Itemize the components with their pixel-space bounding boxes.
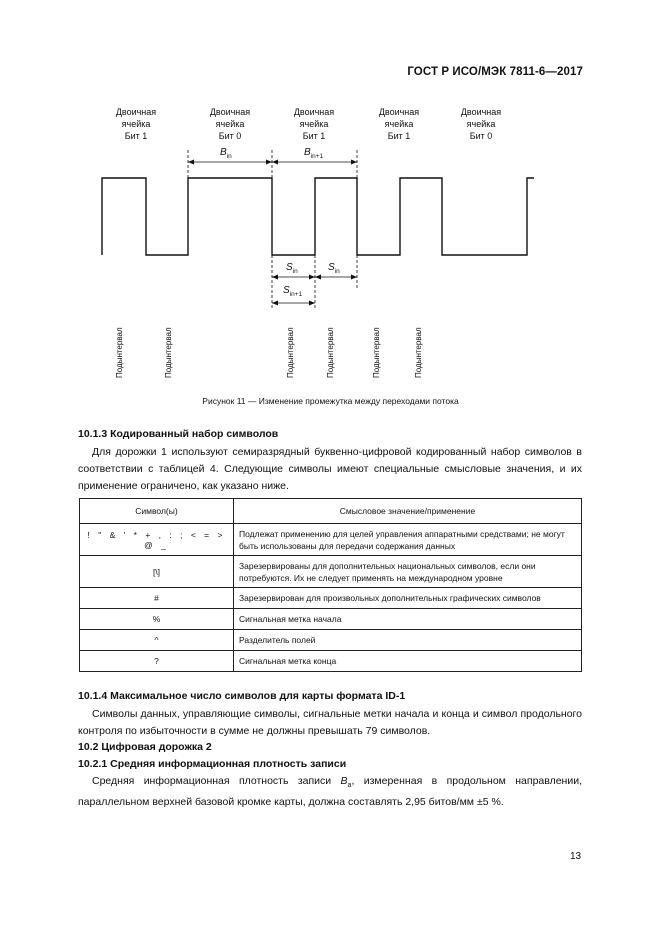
meaning-cell: Зарезервирован для произвольных дополнительных графических символов (234, 588, 582, 609)
section-10-1-4-paragraph (78, 706, 582, 740)
cell-label-3 (279, 106, 349, 142)
s-symbol: S (286, 262, 293, 273)
section-10-2-1-title: 10.2.1 Средняя информационная плотность записи (78, 758, 347, 770)
paragraph-text: Символы данных, управляющие символы, сигнальные метки начала и конца и символ продольного контроля по избыточности в сумме не должны превышать 79 символов. (78, 708, 582, 737)
s-subscript: in (292, 268, 298, 275)
section-10-2-title: 10.2 Цифровая дорожка 2 (78, 741, 212, 753)
symbols-table (79, 498, 582, 672)
s-subscript: in (334, 268, 340, 275)
cell-label-line3: Бит 0 (218, 131, 242, 141)
cell-label-line1: Двоичная (460, 107, 502, 117)
b-symbol: B (304, 147, 311, 158)
s-symbol: S (283, 285, 290, 296)
paragraph-text-end: , измеренная в продольном направлении, параллельном верхней базовой кромке карты, должна составлять 2,95 битов/мм ±5 %. (78, 775, 583, 809)
section-10-2-1-paragraph (78, 773, 582, 811)
s-symbol: S (328, 262, 335, 273)
header-symbols: Символ(ы) (80, 499, 234, 524)
table-header-row (80, 499, 582, 524)
symbol-cell: ? (80, 651, 234, 672)
cell-label-4 (364, 106, 434, 142)
b-in-label (220, 147, 232, 160)
symbol-cell: # (80, 588, 234, 609)
cell-label-line3: Бит 1 (124, 131, 148, 141)
section-10-1-3-paragraph (78, 444, 582, 495)
table-row (80, 524, 582, 556)
b-symbol: B (220, 147, 227, 158)
table-row (80, 556, 582, 588)
s-in-label (286, 262, 298, 275)
cell-label-1 (101, 106, 171, 142)
b-subscript: in+1 (310, 153, 324, 160)
b-in-next-label (304, 147, 323, 160)
meaning-cell: Сигнальная метка конца (234, 651, 582, 672)
cell-label-line1: Двоичная (293, 107, 335, 117)
cell-label-line2: ячейка (384, 119, 414, 129)
cell-label-line1: Двоичная (115, 107, 157, 117)
cell-label-2 (195, 106, 265, 142)
cell-label-5 (446, 106, 516, 142)
subinterval-label: Подынтервал (286, 327, 295, 378)
b-subscript: in (226, 153, 232, 160)
s-subscript: in+1 (289, 291, 303, 298)
subinterval-label: Подынтервал (115, 327, 124, 378)
subinterval-label: Подынтервал (372, 327, 381, 378)
density-symbol: B (340, 775, 348, 787)
subinterval-label: Подынтервал (164, 327, 173, 378)
flux-waveform-diagram (0, 140, 661, 310)
cell-label-line3: Бит 1 (302, 131, 326, 141)
meaning-cell: Разделитель полей (234, 630, 582, 651)
cell-label-line1: Двоичная (378, 107, 420, 117)
meaning-cell: Сигнальная метка начала (234, 609, 582, 630)
cell-label-line2: ячейка (121, 119, 151, 129)
s-in-label-2 (328, 262, 340, 275)
paragraph-text: Для дорожки 1 используют семиразрядный буквенно-цифровой кодированный набор символов в соответствии с таблицей 4. Следующие символы имеют специальные смысловые значения, и их применение ограничено, как указано ниже. (78, 446, 582, 492)
symbol-cell: [\] (80, 556, 234, 588)
symbol-cell: ! " & ' * + , : ; < = > @ _ (80, 524, 234, 556)
paragraph-text-start: Средняя информационная плотность записи (92, 775, 341, 787)
section-10-1-4-title: 10.1.4 Максимальное число символов для карты формата ID-1 (78, 690, 406, 702)
table-row (80, 651, 582, 672)
cell-label-line1: Двоичная (209, 107, 251, 117)
meaning-cell: Зарезервированы для дополнительных национальных символов, если они потребуются. Их не следует применять на международном уровне (234, 556, 582, 588)
symbol-cell: ^ (80, 630, 234, 651)
figure-caption: Рисунок 11 — Изменение промежутка между переходами потока (202, 396, 459, 406)
table-row (80, 588, 582, 609)
table-row (80, 609, 582, 630)
section-10-1-3-title: 10.1.3 Кодированный набор символов (78, 428, 279, 440)
subinterval-label: Подынтервал (326, 327, 335, 378)
document-id: ГОСТ Р ИСО/МЭК 7811-6—2017 (407, 66, 583, 78)
density-subscript: a (347, 782, 352, 790)
subinterval-label: Подынтервал (414, 327, 423, 378)
header-meaning: Смысловое значение/применение (234, 499, 582, 524)
s-in-next-label (283, 285, 302, 298)
cell-label-line3: Бит 1 (387, 131, 411, 141)
cell-label-line2: ячейка (299, 119, 329, 129)
waveform-line (102, 178, 534, 255)
meaning-cell: Подлежат применению для целей управления аппаратными средствами; не могут быть использованы для передачи содержания данных (234, 524, 582, 556)
cell-label-line3: Бит 0 (469, 131, 493, 141)
cell-label-line2: ячейка (215, 119, 245, 129)
page-number: 13 (570, 851, 582, 862)
table-row (80, 630, 582, 651)
cell-label-line2: ячейка (466, 119, 496, 129)
symbol-cell: % (80, 609, 234, 630)
